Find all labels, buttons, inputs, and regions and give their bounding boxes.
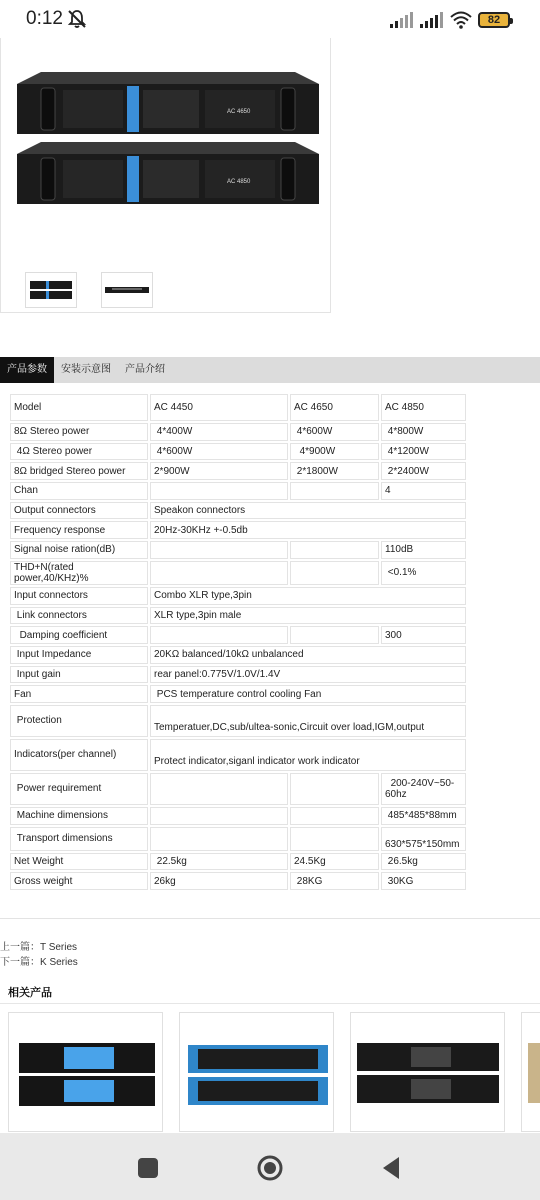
spec-cell: Gross weight	[10, 872, 148, 890]
spec-cell: Frequency response	[10, 521, 148, 539]
spec-cell: Power requirement	[10, 773, 148, 805]
spec-cell	[150, 482, 288, 500]
spec-cell	[290, 561, 379, 585]
spec-row	[10, 773, 466, 805]
spec-cell: Input gain	[10, 666, 148, 684]
back-icon[interactable]	[377, 1153, 407, 1183]
spec-cell: 8Ω Stereo power	[10, 423, 148, 441]
related-product-card[interactable]	[179, 1012, 334, 1132]
spec-cell: XLR type,3pin male	[150, 607, 466, 625]
spec-cell: 28KG	[290, 872, 379, 890]
spec-row	[10, 646, 466, 664]
tab-installation-diagram[interactable]: 安装示意图	[61, 364, 111, 375]
spec-cell: THD+N(rated power,40/KHz)%	[10, 561, 148, 585]
spec-cell: 30KG	[381, 872, 466, 890]
spec-cell: rear panel:0.775V/1.0V/1.4V	[150, 666, 466, 684]
spec-cell: Machine dimensions	[10, 807, 148, 825]
divider	[0, 1003, 540, 1004]
spec-row	[10, 521, 466, 539]
spec-table	[8, 392, 468, 892]
spec-cell	[150, 561, 288, 585]
amplifier-image	[13, 68, 323, 138]
spec-cell	[150, 626, 288, 644]
spec-cell: 4*900W	[290, 443, 379, 461]
spec-row	[10, 561, 466, 585]
amplifier-image	[13, 138, 323, 208]
spec-row	[10, 626, 466, 644]
spec-cell: 2*1800W	[290, 462, 379, 480]
prev-article-link[interactable]: 上一篇：T Series	[0, 942, 78, 953]
spec-row	[10, 853, 466, 871]
spec-row	[10, 739, 466, 771]
spec-cell: 4	[381, 482, 466, 500]
spec-cell	[150, 807, 288, 825]
spec-cell	[290, 773, 379, 805]
spec-cell: PCS temperature control cooling Fan	[150, 685, 466, 703]
spec-cell: 200-240V~50-60hz	[381, 773, 466, 805]
spec-cell: Link connectors	[10, 607, 148, 625]
mute-icon	[66, 8, 88, 30]
related-product-card[interactable]	[521, 1012, 540, 1132]
gallery-thumbnail[interactable]	[101, 272, 153, 308]
spec-row	[10, 807, 466, 825]
spec-cell: Fan	[10, 685, 148, 703]
status-bar	[0, 0, 540, 38]
tab-bar	[0, 357, 540, 383]
related-product-image	[180, 1013, 334, 1132]
spec-cell: 4*800W	[381, 423, 466, 441]
related-products-title: 相关产品	[8, 987, 52, 999]
related-product-image	[351, 1013, 505, 1132]
spec-cell: 8Ω bridged Stereo power	[10, 462, 148, 480]
spec-cell: 485*485*88mm	[381, 807, 466, 825]
amp-model-label: AC 4850	[227, 179, 251, 185]
home-icon[interactable]	[255, 1153, 285, 1183]
product-gallery[interactable]	[0, 38, 331, 313]
spec-cell: 20KΩ balanced/10kΩ unbalanced	[150, 646, 466, 664]
spec-cell: 26kg	[150, 872, 288, 890]
spec-cell: Transport dimensions	[10, 827, 148, 851]
spec-cell: Indicators(per channel)	[10, 739, 148, 771]
spec-cell	[150, 827, 288, 851]
spec-cell: AC 4650	[290, 394, 379, 421]
divider	[0, 918, 540, 919]
spec-cell: 4Ω Stereo power	[10, 443, 148, 461]
spec-row	[10, 666, 466, 684]
tab-product-params[interactable]: 产品参数	[0, 357, 54, 383]
recents-icon[interactable]	[133, 1153, 163, 1183]
spec-cell: 26.5kg	[381, 853, 466, 871]
wifi-icon	[450, 11, 472, 29]
spec-row	[10, 443, 466, 461]
battery-icon: 82	[478, 12, 510, 28]
spec-row	[10, 541, 466, 559]
spec-cell	[150, 773, 288, 805]
spec-cell: 20Hz-30KHz +-0.5db	[150, 521, 466, 539]
spec-cell: Damping coefficient	[10, 626, 148, 644]
spec-row	[10, 502, 466, 520]
spec-cell	[150, 541, 288, 559]
spec-cell: Net Weight	[10, 853, 148, 871]
spec-cell: 24.5Kg	[290, 853, 379, 871]
spec-row	[10, 587, 466, 605]
signal-icon-2	[420, 12, 444, 28]
spec-cell: Signal noise ration(dB)	[10, 541, 148, 559]
status-time: 0:12	[26, 8, 63, 29]
spec-cell: AC 4850	[381, 394, 466, 421]
spec-cell	[290, 626, 379, 644]
spec-row	[10, 705, 466, 737]
spec-cell: Protect indicator,siganl indicator work indicator	[150, 739, 466, 771]
spec-cell	[290, 541, 379, 559]
spec-cell: Input connectors	[10, 587, 148, 605]
spec-row	[10, 685, 466, 703]
spec-cell: AC 4450	[150, 394, 288, 421]
spec-cell: 22.5kg	[150, 853, 288, 871]
spec-cell: 110dB	[381, 541, 466, 559]
spec-cell: Speakon connectors	[150, 502, 466, 520]
spec-cell: 4*600W	[290, 423, 379, 441]
spec-cell: 630*575*150mm	[381, 827, 466, 851]
next-article-link[interactable]: 下一篇：K Series	[0, 957, 78, 968]
gallery-thumbnail[interactable]	[25, 272, 77, 308]
system-nav-bar	[0, 1133, 540, 1200]
related-product-image	[9, 1013, 163, 1132]
spec-cell: Combo XLR type,3pin	[150, 587, 466, 605]
signal-icon	[390, 12, 414, 28]
spec-cell: 4*400W	[150, 423, 288, 441]
spec-cell	[290, 807, 379, 825]
spec-cell: Protection	[10, 705, 148, 737]
spec-row	[10, 482, 466, 500]
amp-model-label: AC 4650	[227, 109, 251, 115]
spec-cell: <0.1%	[381, 561, 466, 585]
status-icons	[390, 10, 510, 30]
spec-header-row	[10, 394, 466, 421]
prev-next-links	[0, 940, 78, 970]
spec-row	[10, 827, 466, 851]
spec-cell: Output connectors	[10, 502, 148, 520]
spec-cell: Model	[10, 394, 148, 421]
spec-row	[10, 872, 466, 890]
spec-cell: 2*900W	[150, 462, 288, 480]
tab-product-intro[interactable]: 产品介绍	[125, 364, 165, 375]
spec-row	[10, 607, 466, 625]
spec-cell: 4*1200W	[381, 443, 466, 461]
spec-cell: 300	[381, 626, 466, 644]
related-product-image	[522, 1013, 540, 1132]
spec-cell: Temperatuer,DC,sub/ultea-sonic,Circuit over load,IGM,output	[150, 705, 466, 737]
related-product-card[interactable]	[350, 1012, 505, 1132]
spec-row	[10, 423, 466, 441]
spec-cell: 2*2400W	[381, 462, 466, 480]
spec-cell: Input Impedance	[10, 646, 148, 664]
spec-cell	[290, 827, 379, 851]
spec-cell: Chan	[10, 482, 148, 500]
spec-cell: 4*600W	[150, 443, 288, 461]
related-product-card[interactable]	[8, 1012, 163, 1132]
spec-cell	[290, 482, 379, 500]
spec-row	[10, 462, 466, 480]
